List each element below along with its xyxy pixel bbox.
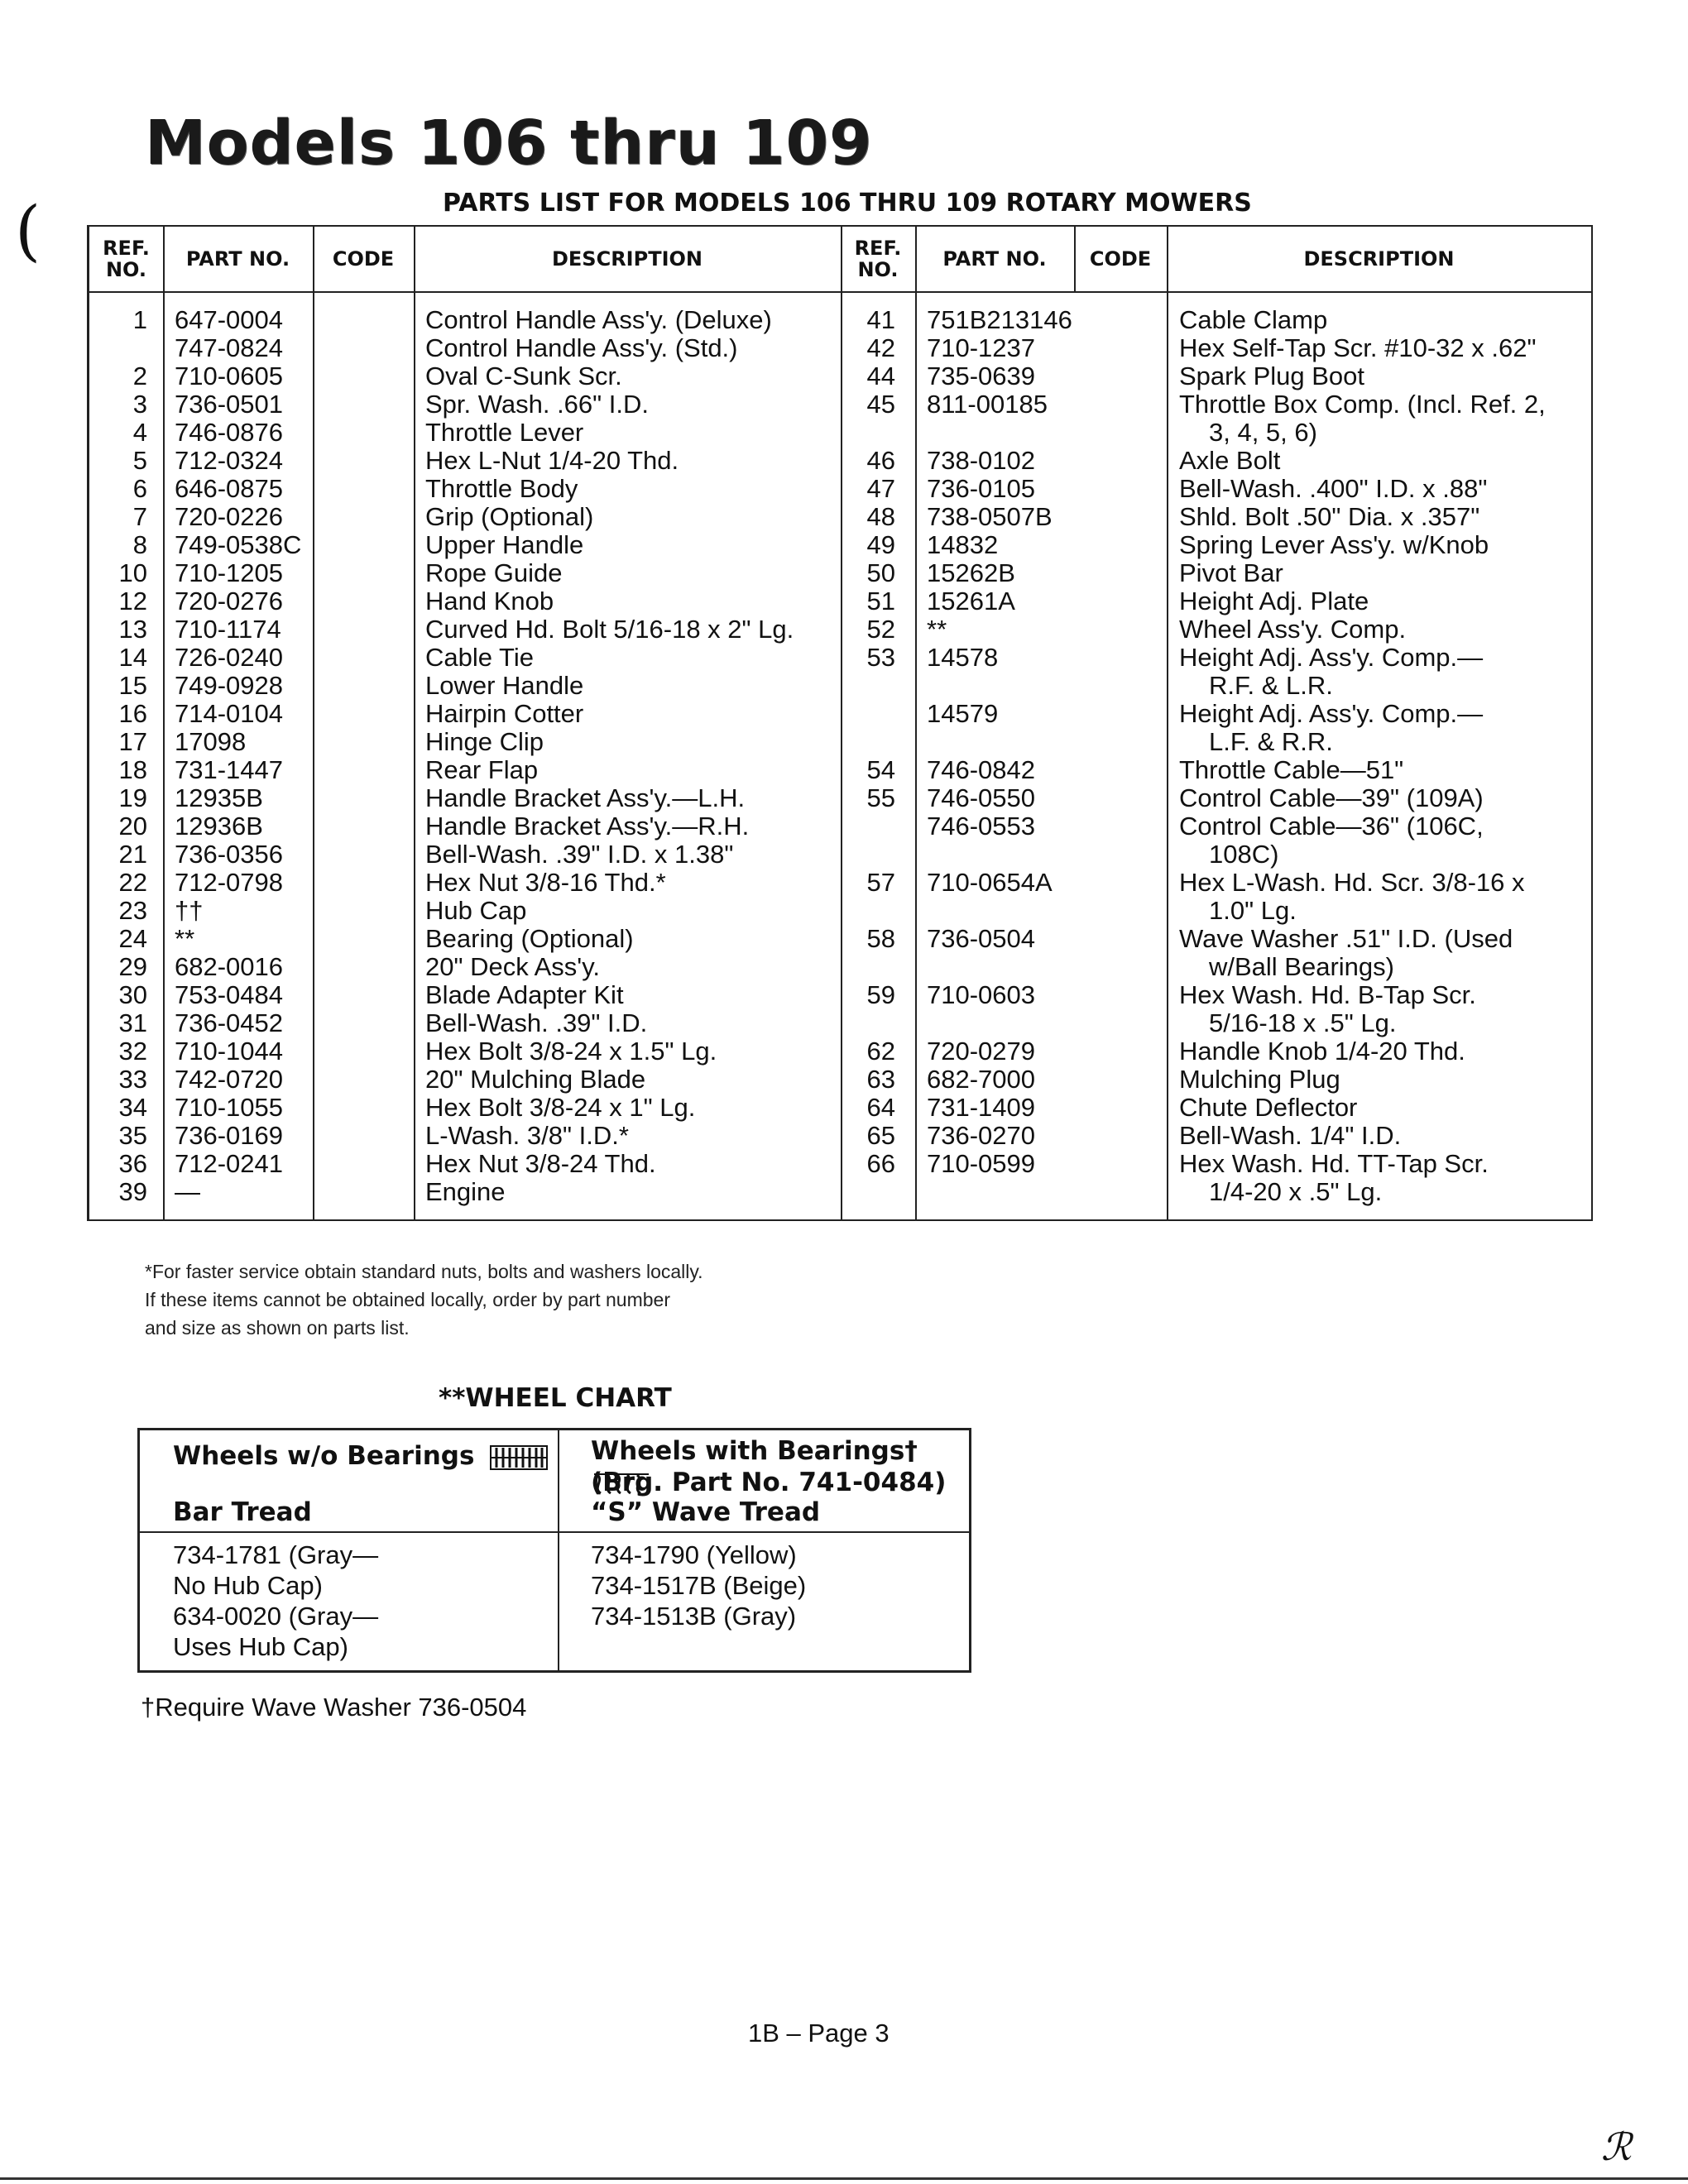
col-divider [163,227,165,1219]
ref-no-cell: 63 [866,1065,895,1094]
ref-no-cell: 42 [866,333,895,362]
part-no-cell: 710-0605 [175,362,284,390]
header-part-no: PART NO. [185,247,290,271]
wheel-part-item: 734-1781 (Gray— [173,1540,379,1569]
ref-no-cell: 35 [118,1121,147,1150]
part-no-cell: — [175,1177,200,1206]
parts-list-subtitle: PARTS LIST FOR MODELS 106 THRU 109 ROTARY MOWERS [443,189,1252,218]
part-no-cell: 14832 [927,530,999,559]
ref-no-cell [841,1009,895,1037]
description-cell: Chute Deflector [1179,1093,1358,1122]
ref-no-cell: 16 [118,699,147,728]
ref-no-cell: 41 [866,305,895,334]
ref-no-cell: 46 [866,446,895,475]
description-cell: Throttle Cable—51" [1179,755,1404,784]
description-cell: Hairpin Cotter [425,699,584,728]
description-cell: 1.0" Lg. [1209,896,1297,925]
ref-no-cell: 3 [132,390,147,419]
part-no-cell [927,419,1109,447]
description-cell: Engine [425,1177,506,1206]
ref-no-cell: 39 [118,1177,147,1206]
part-no-cell: 710-0603 [927,980,1036,1009]
ref-no-cell: 62 [866,1037,895,1066]
part-no-cell: 14579 [927,699,999,728]
wheel-part-item: Uses Hub Cap) [173,1632,348,1661]
wheel-left-header [173,1440,548,1472]
description-cell: Height Adj. Plate [1179,587,1369,615]
footnote-line: and size as shown on parts list. [145,1317,410,1339]
header-code: CODE [1089,247,1152,271]
ref-no-cell [841,672,895,700]
description-cell: Mulching Plug [1179,1065,1340,1094]
description-cell: Spark Plug Boot [1179,362,1365,390]
handwritten-initials: ℛ [1601,2124,1632,2169]
ref-no-cell: 51 [866,587,895,615]
description-cell: Bell-Wash. .400" I.D. x .88" [1179,474,1488,503]
part-no-cell: 726-0240 [175,643,284,672]
wheel-part-item: 734-1517B (Beige) [591,1571,807,1600]
wheel-chart-divider [140,1531,969,1533]
description-cell: Curved Hd. Bolt 5/16-18 x 2" Lg. [425,615,794,644]
ref-no-cell: 14 [118,643,147,672]
part-no-cell: 710-1055 [175,1093,284,1122]
ref-no-cell: 54 [866,755,895,784]
header-description: DESCRIPTION [551,247,703,271]
ref-no-cell: 66 [866,1149,895,1178]
ref-no-cell: 5 [132,446,147,475]
description-cell: Blade Adapter Kit [425,980,624,1009]
ref-no-cell: 44 [866,362,895,390]
part-no-cell: 751B213146 [927,305,1072,334]
part-no-cell: 712-0798 [175,868,284,897]
description-cell: R.F. & L.R. [1209,671,1333,700]
col-divider [414,227,415,1219]
part-no-cell: 738-0507B [927,502,1053,531]
parts-table [87,225,1593,1221]
description-cell: Throttle Lever [425,418,584,447]
part-no-cell [927,897,1109,925]
part-no-cell: 747-0824 [175,333,284,362]
part-no-cell: 682-0016 [175,952,284,981]
description-cell: Spr. Wash. .66" I.D. [425,390,650,419]
description-cell: Handle Bracket Ass'y.—R.H. [425,812,750,841]
bar-tread-icon [490,1445,548,1470]
wheel-right-brg-part: (Brg. Part No. 741-0484) [591,1468,947,1497]
description-cell: Height Adj. Ass'y. Comp.— [1179,699,1484,728]
part-no-cell: 736-0452 [175,1008,284,1037]
ref-no-cell: 18 [118,755,147,784]
ref-no-cell [841,841,895,869]
part-no-cell: 742-0720 [175,1065,284,1094]
wheel-part-item: No Hub Cap) [173,1571,323,1600]
part-no-cell: 17098 [175,727,247,756]
part-no-cell [927,841,1109,869]
ref-no-cell: 1 [132,305,147,334]
ref-no-cell: 49 [866,530,895,559]
description-cell: Hub Cap [425,896,527,925]
wheel-chart-title: **WHEEL CHART [439,1383,672,1413]
part-no-cell [927,953,1109,981]
part-no-cell: 720-0276 [175,587,284,615]
part-no-cell: 12935B [175,783,263,812]
footnote-line: *For faster service obtain standard nuts, bolts and washers locally. [145,1261,703,1282]
part-no-cell: 736-0504 [927,924,1036,953]
description-cell: Control Handle Ass'y. (Deluxe) [425,305,772,334]
ref-no-cell: 58 [866,924,895,953]
description-cell: Wheel Ass'y. Comp. [1179,615,1407,644]
ref-no-cell: 20 [118,812,147,841]
part-no-cell: 720-0279 [927,1037,1036,1066]
bottom-rule [0,2177,1688,2180]
part-no-cell: 647-0004 [175,305,284,334]
wheel-left-subheader: Bar Tread [173,1497,312,1527]
part-no-cell [927,728,1109,756]
part-no-cell: 710-1044 [175,1037,284,1066]
part-no-cell: 749-0538C [175,530,302,559]
part-no-cell: 712-0241 [175,1149,284,1178]
description-cell: Bell-Wash. .39" I.D. x 1.38" [425,840,734,869]
part-no-cell: 14578 [927,643,999,672]
ref-no-cell [841,812,895,841]
page-title: Models 106 thru 109 [145,108,873,179]
part-no-cell [927,672,1109,700]
description-cell: Hex Bolt 3/8-24 x 1" Lg. [425,1093,696,1122]
description-cell: Throttle Box Comp. (Incl. Ref. 2, [1179,390,1546,419]
description-cell: 20" Deck Ass'y. [425,952,601,981]
part-no-cell: 736-0270 [927,1121,1036,1150]
description-cell: Pivot Bar [1179,558,1283,587]
part-no-cell: 753-0484 [175,980,284,1009]
wave-washer-requirement: †Require Wave Washer 736-0504 [141,1693,527,1722]
ref-no-cell: 30 [118,980,147,1009]
ref-no-cell: 19 [118,783,147,812]
part-no-cell: 746-0842 [927,755,1036,784]
left-ref-column [89,306,147,1206]
ref-no-cell: 2 [132,362,147,390]
ref-no-cell [841,897,895,925]
footnote-line: If these items cannot be obtained locally, order by part number [145,1289,670,1310]
right-part-column [927,306,1109,1206]
description-cell: Cable Clamp [1179,305,1328,334]
ref-no-cell [89,334,147,362]
ref-no-cell: 34 [118,1093,147,1122]
ref-no-cell: 33 [118,1065,147,1094]
wheel-left-items [173,1540,378,1662]
description-cell: Hex Bolt 3/8-24 x 1.5" Lg. [425,1037,717,1066]
ref-no-cell: 31 [118,1008,147,1037]
part-no-cell: 710-0654A [927,868,1053,897]
description-cell: 1/4-20 x .5" Lg. [1209,1177,1383,1206]
part-no-cell: 15262B [927,558,1015,587]
ref-no-cell: 45 [866,390,895,419]
ref-no-cell: 57 [866,868,895,897]
part-no-cell: 736-0501 [175,390,284,419]
part-no-cell: ** [175,924,195,953]
part-no-cell: ** [927,615,947,644]
left-part-column [175,306,315,1206]
ref-no-cell: 48 [866,502,895,531]
part-no-cell: 710-1205 [175,558,284,587]
description-cell: Axle Bolt [1179,446,1281,475]
part-no-cell: 738-0102 [927,446,1036,475]
wheel-left-header-label: Wheels w/o Bearings [173,1441,475,1471]
part-no-cell [927,1178,1109,1206]
ref-no-cell: 12 [118,587,147,615]
col-divider [915,227,917,1219]
wheel-right-tread: “S” Wave Tread [591,1497,821,1527]
ref-no-cell: 15 [118,671,147,700]
right-ref-column [841,306,895,1206]
ref-no-cell: 65 [866,1121,895,1150]
part-no-cell: 12936B [175,812,263,841]
ref-no-cell: 13 [118,615,147,644]
ref-no-cell: 59 [866,980,895,1009]
wheel-part-item: 634-0020 (Gray— [173,1602,379,1631]
description-cell: Control Cable—36" (106C, [1179,812,1484,841]
left-desc-column [425,306,837,1206]
part-no-cell: 712-0324 [175,446,284,475]
description-cell: Control Handle Ass'y. (Std.) [425,333,738,362]
ref-no-cell: 32 [118,1037,147,1066]
ref-no-cell: 22 [118,868,147,897]
description-cell: Oval C-Sunk Scr. [425,362,622,390]
description-cell: Wave Washer .51" I.D. (Used [1179,924,1513,953]
description-cell: Lower Handle [425,671,584,700]
header-description: DESCRIPTION [1303,247,1455,271]
ref-no-cell [841,1178,895,1206]
description-cell: Hex Wash. Hd. B-Tap Scr. [1179,980,1476,1009]
ref-no-cell: 52 [866,615,895,644]
ref-no-cell: 50 [866,558,895,587]
description-cell: Hex Wash. Hd. TT-Tap Scr. [1179,1149,1489,1178]
wheel-part-item: 734-1513B (Gray) [591,1602,797,1631]
description-cell: 20" Mulching Blade [425,1065,646,1094]
description-cell: Handle Knob 1/4-20 Thd. [1179,1037,1465,1066]
ref-no-cell: 36 [118,1149,147,1178]
header-ref-no: REF. NO. [103,237,150,281]
description-cell: L-Wash. 3/8" I.D.* [425,1121,629,1150]
footnote [145,1257,703,1342]
part-no-cell: 746-0876 [175,418,284,447]
ref-no-cell: 47 [866,474,895,503]
wheel-part-item: 734-1790 (Yellow) [591,1540,797,1569]
page-number: 1B – Page 3 [748,2019,890,2048]
ref-no-cell: 10 [118,558,147,587]
ref-no-cell [841,953,895,981]
description-cell: Spring Lever Ass'y. w/Knob [1179,530,1489,559]
part-no-cell: 811-00185 [927,390,1048,419]
margin-paren-mark: ( [15,192,41,269]
part-no-cell: 15261A [927,587,1015,615]
part-no-cell: 735-0639 [927,362,1036,390]
wheel-chart-divider [558,1430,559,1670]
ref-no-cell: 4 [132,418,147,447]
ref-no-cell [841,419,895,447]
description-cell: Handle Bracket Ass'y.—L.H. [425,783,746,812]
description-cell: Hex L-Wash. Hd. Scr. 3/8-16 x [1179,868,1525,897]
part-no-cell: 746-0553 [927,812,1036,841]
description-cell: Cable Tie [425,643,534,672]
description-cell: 5/16-18 x .5" Lg. [1209,1008,1397,1037]
description-cell: Hand Knob [425,587,554,615]
description-cell: Bell-Wash. .39" I.D. [425,1008,648,1037]
part-no-cell: 714-0104 [175,699,284,728]
description-cell: Height Adj. Ass'y. Comp.— [1179,643,1484,672]
part-no-cell: 731-1409 [927,1093,1036,1122]
description-cell: w/Ball Bearings) [1209,952,1394,981]
ref-no-cell: 53 [866,643,895,672]
part-no-cell: 749-0928 [175,671,284,700]
part-no-cell: 736-0105 [927,474,1036,503]
part-no-cell: 710-1174 [175,615,281,644]
description-cell: Bell-Wash. 1/4" I.D. [1179,1121,1402,1150]
part-no-cell: 746-0550 [927,783,1036,812]
header-part-no: PART NO. [942,247,1047,271]
ref-no-cell: 17 [118,727,147,756]
ref-no-cell: 6 [132,474,147,503]
header-code: CODE [332,247,395,271]
description-cell: Throttle Body [425,474,578,503]
description-cell: Control Cable—39" (109A) [1179,783,1484,812]
description-cell: 3, 4, 5, 6) [1209,418,1317,447]
col-divider [1167,227,1168,1219]
wheel-right-header-label: Wheels with Bearings† [591,1436,918,1466]
part-no-cell: †† [175,896,204,925]
ref-no-cell: 8 [132,530,147,559]
part-no-cell: 710-0599 [927,1149,1036,1178]
part-no-cell: 736-0169 [175,1121,284,1150]
ref-no-cell: 24 [118,924,147,953]
wheel-chart [137,1428,971,1673]
description-cell: L.F. & R.R. [1209,727,1333,756]
header-ref-no: REF. NO. [854,237,902,281]
description-cell: Grip (Optional) [425,502,594,531]
ref-no-cell: 21 [118,840,147,869]
right-desc-column [1179,306,1589,1206]
ref-no-cell: 23 [118,896,147,925]
part-no-cell: 682-7000 [927,1065,1036,1094]
description-cell: Rear Flap [425,755,539,784]
ref-no-cell: 7 [132,502,147,531]
ref-no-cell: 64 [866,1093,895,1122]
description-cell: Hex Nut 3/8-24 Thd. [425,1149,656,1178]
part-no-cell: 646-0875 [175,474,284,503]
part-no-cell: 731-1447 [175,755,284,784]
description-cell: Hinge Clip [425,727,544,756]
part-no-cell: 710-1237 [927,333,1036,362]
wheel-right-items [591,1540,806,1631]
description-cell: Hex Self-Tap Scr. #10-32 x .62" [1179,333,1537,362]
ref-no-cell: 29 [118,952,147,981]
ref-no-cell [841,700,895,728]
description-cell: Rope Guide [425,558,563,587]
description-cell: Upper Handle [425,530,584,559]
description-cell: Hex Nut 3/8-16 Thd.* [425,868,666,897]
description-cell: Hex L-Nut 1/4-20 Thd. [425,446,679,475]
description-cell: Bearing (Optional) [425,924,634,953]
part-no-cell: 736-0356 [175,840,284,869]
description-cell: Shld. Bolt .50" Dia. x .357" [1179,502,1480,531]
ref-no-cell [841,728,895,756]
part-no-cell: 720-0226 [175,502,284,531]
description-cell: 108C) [1209,840,1279,869]
part-no-cell [927,1009,1109,1037]
ref-no-cell: 55 [866,783,895,812]
